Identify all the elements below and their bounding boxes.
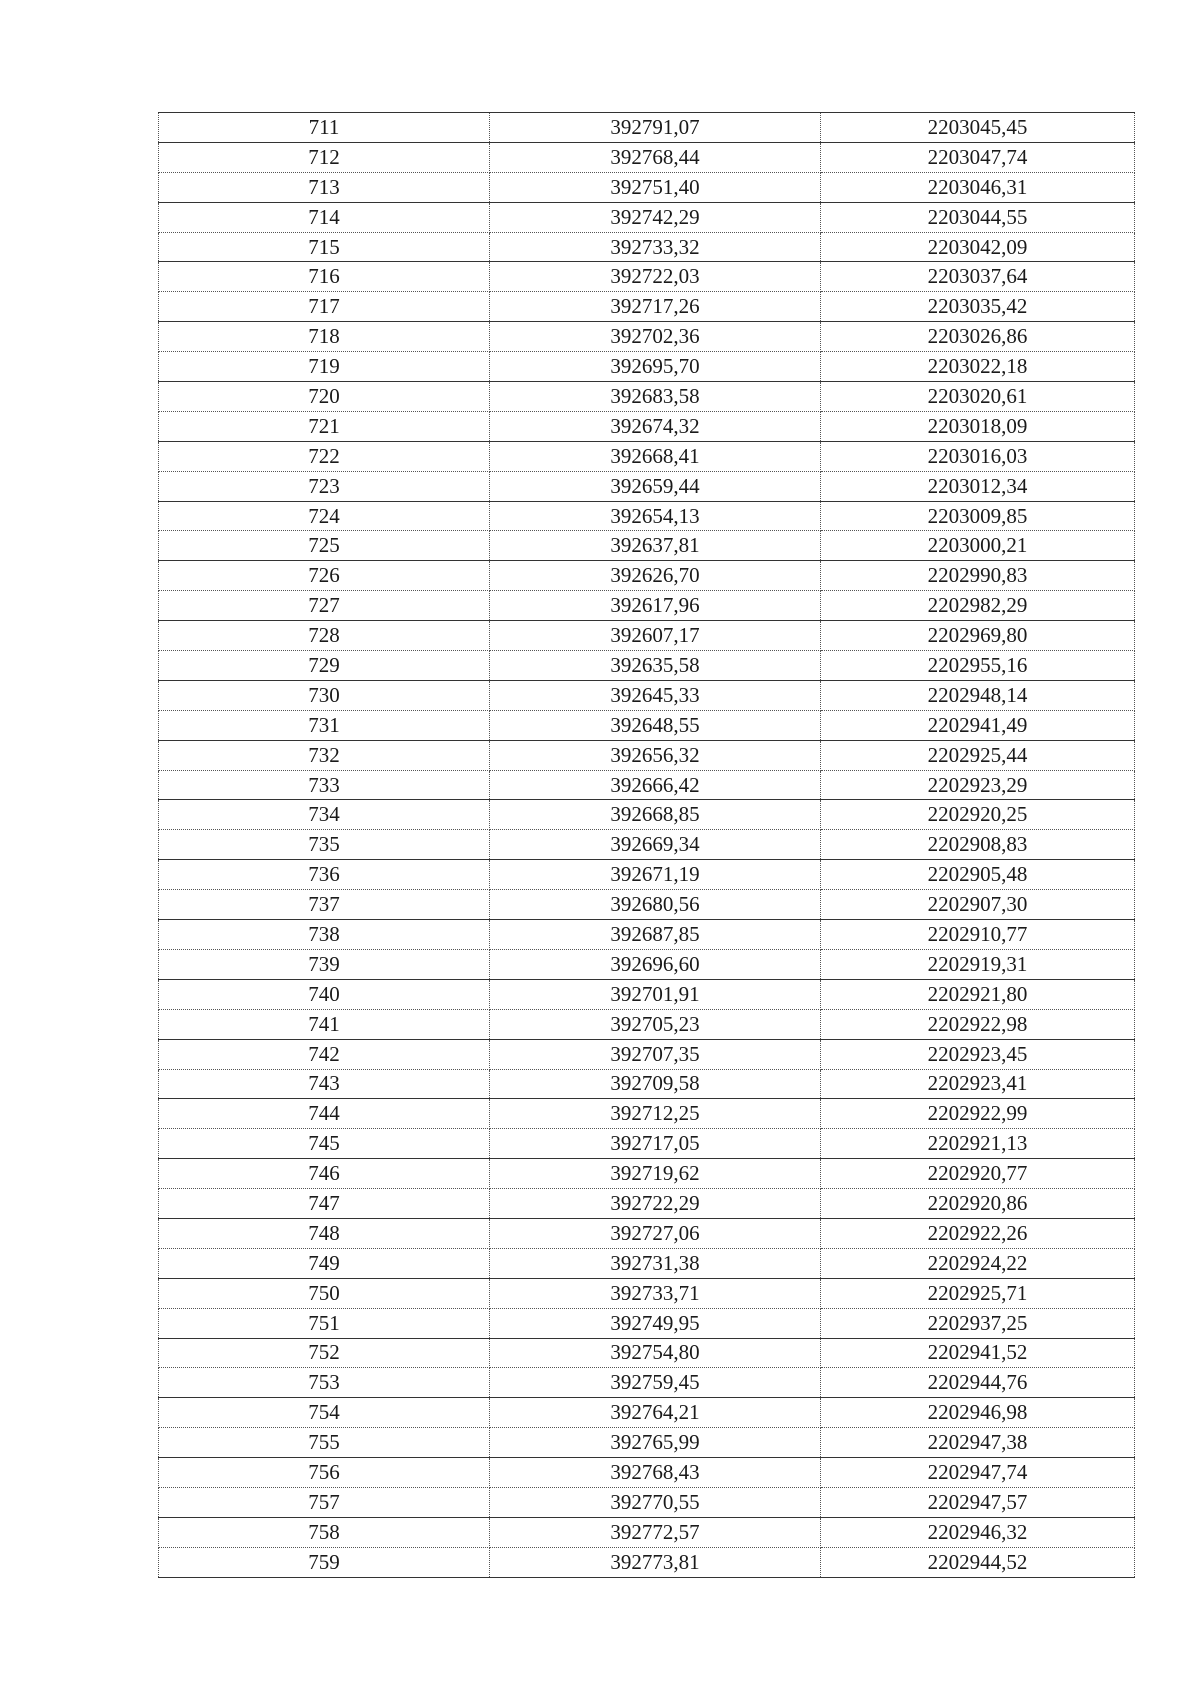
y-coordinate-cell: 2202920,77	[821, 1159, 1135, 1189]
x-coordinate-cell: 392709,58	[490, 1069, 821, 1099]
point-number-cell: 731	[159, 710, 490, 740]
point-number-cell: 715	[159, 232, 490, 262]
table-row	[159, 1189, 1135, 1219]
x-coordinate-cell: 392712,25	[490, 1099, 821, 1129]
table-row	[159, 680, 1135, 710]
point-number-cell: 724	[159, 501, 490, 531]
x-coordinate-cell: 392701,91	[490, 979, 821, 1009]
table-row	[159, 1218, 1135, 1248]
y-coordinate-cell: 2202924,22	[821, 1248, 1135, 1278]
table-row	[159, 1278, 1135, 1308]
table-row	[159, 1248, 1135, 1278]
y-coordinate-cell: 2202948,14	[821, 680, 1135, 710]
y-coordinate-cell: 2203042,09	[821, 232, 1135, 262]
coordinates-table	[158, 112, 1135, 1578]
y-coordinate-cell: 2202941,49	[821, 710, 1135, 740]
table-row	[159, 561, 1135, 591]
point-number-cell: 713	[159, 172, 490, 202]
point-number-cell: 744	[159, 1099, 490, 1129]
table-row	[159, 1458, 1135, 1488]
x-coordinate-cell: 392659,44	[490, 471, 821, 501]
point-number-cell: 716	[159, 262, 490, 292]
point-number-cell: 748	[159, 1218, 490, 1248]
point-number-cell: 746	[159, 1159, 490, 1189]
y-coordinate-cell: 2202921,80	[821, 979, 1135, 1009]
point-number-cell: 749	[159, 1248, 490, 1278]
table-row	[159, 1517, 1135, 1547]
x-coordinate-cell: 392722,03	[490, 262, 821, 292]
x-coordinate-cell: 392702,36	[490, 322, 821, 352]
point-number-cell: 737	[159, 890, 490, 920]
x-coordinate-cell: 392733,32	[490, 232, 821, 262]
table-row	[159, 202, 1135, 232]
y-coordinate-cell: 2202947,74	[821, 1458, 1135, 1488]
x-coordinate-cell: 392607,17	[490, 621, 821, 651]
x-coordinate-cell: 392754,80	[490, 1338, 821, 1368]
point-number-cell: 730	[159, 680, 490, 710]
x-coordinate-cell: 392765,99	[490, 1428, 821, 1458]
y-coordinate-cell: 2203012,34	[821, 471, 1135, 501]
table-row	[159, 1338, 1135, 1368]
point-number-cell: 711	[159, 113, 490, 143]
table-row	[159, 471, 1135, 501]
table-row	[159, 292, 1135, 322]
point-number-cell: 732	[159, 740, 490, 770]
y-coordinate-cell: 2202923,41	[821, 1069, 1135, 1099]
y-coordinate-cell: 2202920,86	[821, 1189, 1135, 1219]
y-coordinate-cell: 2203047,74	[821, 142, 1135, 172]
point-number-cell: 745	[159, 1129, 490, 1159]
table-row	[159, 1099, 1135, 1129]
point-number-cell: 738	[159, 920, 490, 950]
y-coordinate-cell: 2202941,52	[821, 1338, 1135, 1368]
x-coordinate-cell: 392674,32	[490, 411, 821, 441]
table-row	[159, 621, 1135, 651]
x-coordinate-cell: 392722,29	[490, 1189, 821, 1219]
table-row	[159, 860, 1135, 890]
y-coordinate-cell: 2202905,48	[821, 860, 1135, 890]
table-row	[159, 740, 1135, 770]
point-number-cell: 720	[159, 382, 490, 412]
x-coordinate-cell: 392717,26	[490, 292, 821, 322]
x-coordinate-cell: 392764,21	[490, 1398, 821, 1428]
x-coordinate-cell: 392759,45	[490, 1368, 821, 1398]
table-row	[159, 113, 1135, 143]
point-number-cell: 728	[159, 621, 490, 651]
x-coordinate-cell: 392687,85	[490, 920, 821, 950]
point-number-cell: 754	[159, 1398, 490, 1428]
x-coordinate-cell: 392680,56	[490, 890, 821, 920]
y-coordinate-cell: 2203016,03	[821, 441, 1135, 471]
table-row	[159, 949, 1135, 979]
x-coordinate-cell: 392637,81	[490, 531, 821, 561]
point-number-cell: 757	[159, 1487, 490, 1517]
table-row	[159, 1039, 1135, 1069]
point-number-cell: 712	[159, 142, 490, 172]
y-coordinate-cell: 2202944,76	[821, 1368, 1135, 1398]
point-number-cell: 721	[159, 411, 490, 441]
x-coordinate-cell: 392668,85	[490, 800, 821, 830]
y-coordinate-cell: 2202990,83	[821, 561, 1135, 591]
point-number-cell: 752	[159, 1338, 490, 1368]
table-row	[159, 800, 1135, 830]
x-coordinate-cell: 392731,38	[490, 1248, 821, 1278]
y-coordinate-cell: 2203009,85	[821, 501, 1135, 531]
table-row	[159, 1308, 1135, 1338]
x-coordinate-cell: 392733,71	[490, 1278, 821, 1308]
table-row	[159, 1428, 1135, 1458]
point-number-cell: 741	[159, 1009, 490, 1039]
point-number-cell: 733	[159, 770, 490, 800]
point-number-cell: 726	[159, 561, 490, 591]
table-row	[159, 411, 1135, 441]
point-number-cell: 734	[159, 800, 490, 830]
x-coordinate-cell: 392791,07	[490, 113, 821, 143]
y-coordinate-cell: 2202910,77	[821, 920, 1135, 950]
x-coordinate-cell: 392719,62	[490, 1159, 821, 1189]
y-coordinate-cell: 2202921,13	[821, 1129, 1135, 1159]
y-coordinate-cell: 2202947,38	[821, 1428, 1135, 1458]
x-coordinate-cell: 392768,43	[490, 1458, 821, 1488]
y-coordinate-cell: 2202907,30	[821, 890, 1135, 920]
coordinates-table-body	[159, 113, 1135, 1578]
y-coordinate-cell: 2202946,98	[821, 1398, 1135, 1428]
y-coordinate-cell: 2203035,42	[821, 292, 1135, 322]
point-number-cell: 736	[159, 860, 490, 890]
x-coordinate-cell: 392683,58	[490, 382, 821, 412]
table-row	[159, 382, 1135, 412]
y-coordinate-cell: 2202919,31	[821, 949, 1135, 979]
y-coordinate-cell: 2203037,64	[821, 262, 1135, 292]
point-number-cell: 725	[159, 531, 490, 561]
y-coordinate-cell: 2203026,86	[821, 322, 1135, 352]
table-row	[159, 1547, 1135, 1577]
y-coordinate-cell: 2202937,25	[821, 1308, 1135, 1338]
table-row	[159, 1487, 1135, 1517]
point-number-cell: 727	[159, 591, 490, 621]
point-number-cell: 755	[159, 1428, 490, 1458]
x-coordinate-cell: 392727,06	[490, 1218, 821, 1248]
x-coordinate-cell: 392742,29	[490, 202, 821, 232]
x-coordinate-cell: 392705,23	[490, 1009, 821, 1039]
table-row	[159, 591, 1135, 621]
y-coordinate-cell: 2202908,83	[821, 830, 1135, 860]
x-coordinate-cell: 392648,55	[490, 710, 821, 740]
table-row	[159, 651, 1135, 681]
point-number-cell: 743	[159, 1069, 490, 1099]
x-coordinate-cell: 392645,33	[490, 680, 821, 710]
point-number-cell: 714	[159, 202, 490, 232]
x-coordinate-cell: 392669,34	[490, 830, 821, 860]
x-coordinate-cell: 392668,41	[490, 441, 821, 471]
table-row	[159, 979, 1135, 1009]
point-number-cell: 747	[159, 1189, 490, 1219]
y-coordinate-cell: 2202955,16	[821, 651, 1135, 681]
point-number-cell: 758	[159, 1517, 490, 1547]
x-coordinate-cell: 392770,55	[490, 1487, 821, 1517]
point-number-cell: 735	[159, 830, 490, 860]
table-row	[159, 890, 1135, 920]
x-coordinate-cell: 392656,32	[490, 740, 821, 770]
table-row	[159, 262, 1135, 292]
y-coordinate-cell: 2203020,61	[821, 382, 1135, 412]
table-row	[159, 142, 1135, 172]
table-row	[159, 441, 1135, 471]
table-row	[159, 830, 1135, 860]
y-coordinate-cell: 2202925,44	[821, 740, 1135, 770]
y-coordinate-cell: 2202946,32	[821, 1517, 1135, 1547]
table-row	[159, 1069, 1135, 1099]
x-coordinate-cell: 392695,70	[490, 352, 821, 382]
point-number-cell: 729	[159, 651, 490, 681]
table-row	[159, 920, 1135, 950]
point-number-cell: 742	[159, 1039, 490, 1069]
table-row	[159, 352, 1135, 382]
y-coordinate-cell: 2203045,45	[821, 113, 1135, 143]
y-coordinate-cell: 2203018,09	[821, 411, 1135, 441]
x-coordinate-cell: 392696,60	[490, 949, 821, 979]
x-coordinate-cell: 392772,57	[490, 1517, 821, 1547]
table-row	[159, 1368, 1135, 1398]
point-number-cell: 717	[159, 292, 490, 322]
point-number-cell: 739	[159, 949, 490, 979]
point-number-cell: 751	[159, 1308, 490, 1338]
point-number-cell: 753	[159, 1368, 490, 1398]
x-coordinate-cell: 392707,35	[490, 1039, 821, 1069]
point-number-cell: 750	[159, 1278, 490, 1308]
x-coordinate-cell: 392749,95	[490, 1308, 821, 1338]
y-coordinate-cell: 2202925,71	[821, 1278, 1135, 1308]
y-coordinate-cell: 2202944,52	[821, 1547, 1135, 1577]
table-row	[159, 531, 1135, 561]
x-coordinate-cell: 392671,19	[490, 860, 821, 890]
x-coordinate-cell: 392626,70	[490, 561, 821, 591]
x-coordinate-cell: 392773,81	[490, 1547, 821, 1577]
table-row	[159, 1159, 1135, 1189]
table-row	[159, 770, 1135, 800]
table-row	[159, 710, 1135, 740]
x-coordinate-cell: 392768,44	[490, 142, 821, 172]
point-number-cell: 722	[159, 441, 490, 471]
y-coordinate-cell: 2202969,80	[821, 621, 1135, 651]
y-coordinate-cell: 2202922,98	[821, 1009, 1135, 1039]
y-coordinate-cell: 2202947,57	[821, 1487, 1135, 1517]
x-coordinate-cell: 392635,58	[490, 651, 821, 681]
point-number-cell: 756	[159, 1458, 490, 1488]
table-row	[159, 172, 1135, 202]
point-number-cell: 719	[159, 352, 490, 382]
point-number-cell: 718	[159, 322, 490, 352]
table-row	[159, 232, 1135, 262]
y-coordinate-cell: 2202982,29	[821, 591, 1135, 621]
y-coordinate-cell: 2202920,25	[821, 800, 1135, 830]
table-row	[159, 1129, 1135, 1159]
table-row	[159, 1398, 1135, 1428]
point-number-cell: 740	[159, 979, 490, 1009]
x-coordinate-cell: 392751,40	[490, 172, 821, 202]
y-coordinate-cell: 2203046,31	[821, 172, 1135, 202]
x-coordinate-cell: 392717,05	[490, 1129, 821, 1159]
x-coordinate-cell: 392666,42	[490, 770, 821, 800]
table-row	[159, 322, 1135, 352]
y-coordinate-cell: 2202922,99	[821, 1099, 1135, 1129]
x-coordinate-cell: 392654,13	[490, 501, 821, 531]
y-coordinate-cell: 2202922,26	[821, 1218, 1135, 1248]
y-coordinate-cell: 2202923,29	[821, 770, 1135, 800]
point-number-cell: 723	[159, 471, 490, 501]
table-row	[159, 501, 1135, 531]
y-coordinate-cell: 2203000,21	[821, 531, 1135, 561]
y-coordinate-cell: 2203022,18	[821, 352, 1135, 382]
y-coordinate-cell: 2202923,45	[821, 1039, 1135, 1069]
x-coordinate-cell: 392617,96	[490, 591, 821, 621]
table-row	[159, 1009, 1135, 1039]
y-coordinate-cell: 2203044,55	[821, 202, 1135, 232]
point-number-cell: 759	[159, 1547, 490, 1577]
